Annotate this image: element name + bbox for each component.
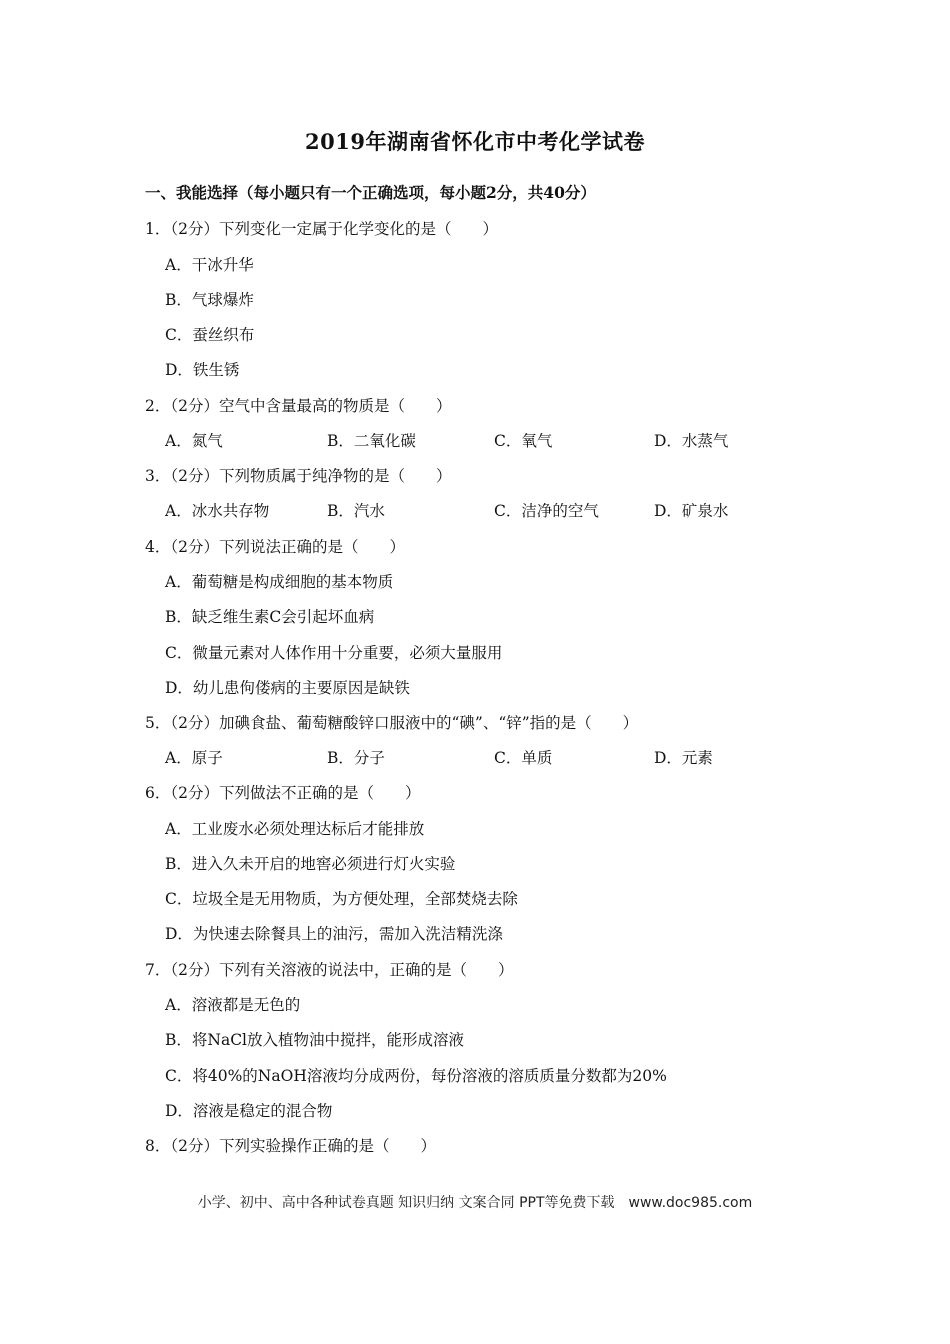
option-c: C．垃圾全是无用物质，为方便处理，全部焚烧去除 [165,890,518,908]
option-b: B．气球爆炸 [165,291,254,309]
question-stem: 5．（2分）加碘食盐、葡萄糖酸锌口服液中的“碘”、“锌”指的是（ ） [145,714,639,732]
option-d: D．矿泉水 [654,502,729,520]
option-a: A．原子 [165,749,223,767]
question-stem: 7．（2分）下列有关溶液的说法中，正确的是（ ） [145,961,514,979]
option-row [165,746,785,768]
option-a: A．冰水共存物 [165,502,270,520]
option-b: B．二氧化碳 [327,432,416,450]
option-b: B．进入久未开启的地窖必须进行灯火实验 [165,855,456,873]
option-d: D．溶液是稳定的混合物 [165,1102,333,1120]
option-b: B．分子 [327,749,385,767]
option-d: D．铁生锈 [165,361,240,379]
option-c: C．将40%的NaOH溶液均分成两份，每份溶液的溶质质量分数都为20% [165,1067,667,1085]
section-heading: 一、我能选择（每小题只有一个正确选项，每小题2分，共40分） [145,183,596,202]
option-c: C．氧气 [494,432,553,450]
question-stem: 2．（2分）空气中含量最高的物质是（ ） [145,397,452,415]
option-d: D．为快速去除餐具上的油污，需加入洗洁精洗涤 [165,925,503,943]
page-footer: 小学、初中、高中各种试卷真题 知识归纳 文案合同 PPT等免费下载 www.doc985.com [197,1195,753,1211]
option-a: A．干冰升华 [165,256,254,274]
option-d: D．水蒸气 [654,432,729,450]
option-row [165,499,785,521]
question-stem: 1．（2分）下列变化一定属于化学变化的是（ ） [145,220,498,238]
option-row [165,429,785,451]
option-c: C．单质 [494,749,553,767]
question-stem: 4．（2分）下列说法正确的是（ ） [145,538,405,556]
option-a: A．工业废水必须处理达标后才能排放 [165,820,425,838]
option-d: D．元素 [654,749,713,767]
option-d: D．幼儿患佝偻病的主要原因是缺铁 [165,679,410,697]
option-c: C．微量元素对人体作用十分重要，必须大量服用 [165,644,503,662]
option-c: C．蚕丝织布 [165,326,255,344]
question-stem: 6．（2分）下列做法不正确的是（ ） [145,784,421,802]
option-b: B．汽水 [327,502,385,520]
option-a: A．溶液都是无色的 [165,996,301,1014]
option-b: B．缺乏维生素C会引起坏血病 [165,608,375,626]
option-a: A．氮气 [165,432,223,450]
option-b: B．将NaCl放入植物油中搅拌，能形成溶液 [165,1031,465,1049]
question-stem: 8．（2分）下列实验操作正确的是（ ） [145,1137,436,1155]
option-a: A．葡萄糖是构成细胞的基本物质 [165,573,394,591]
question-stem: 3．（2分）下列物质属于纯净物的是（ ） [145,467,452,485]
option-c: C．洁净的空气 [494,502,599,520]
page-title: 2019年湖南省怀化市中考化学试卷 [305,129,645,154]
